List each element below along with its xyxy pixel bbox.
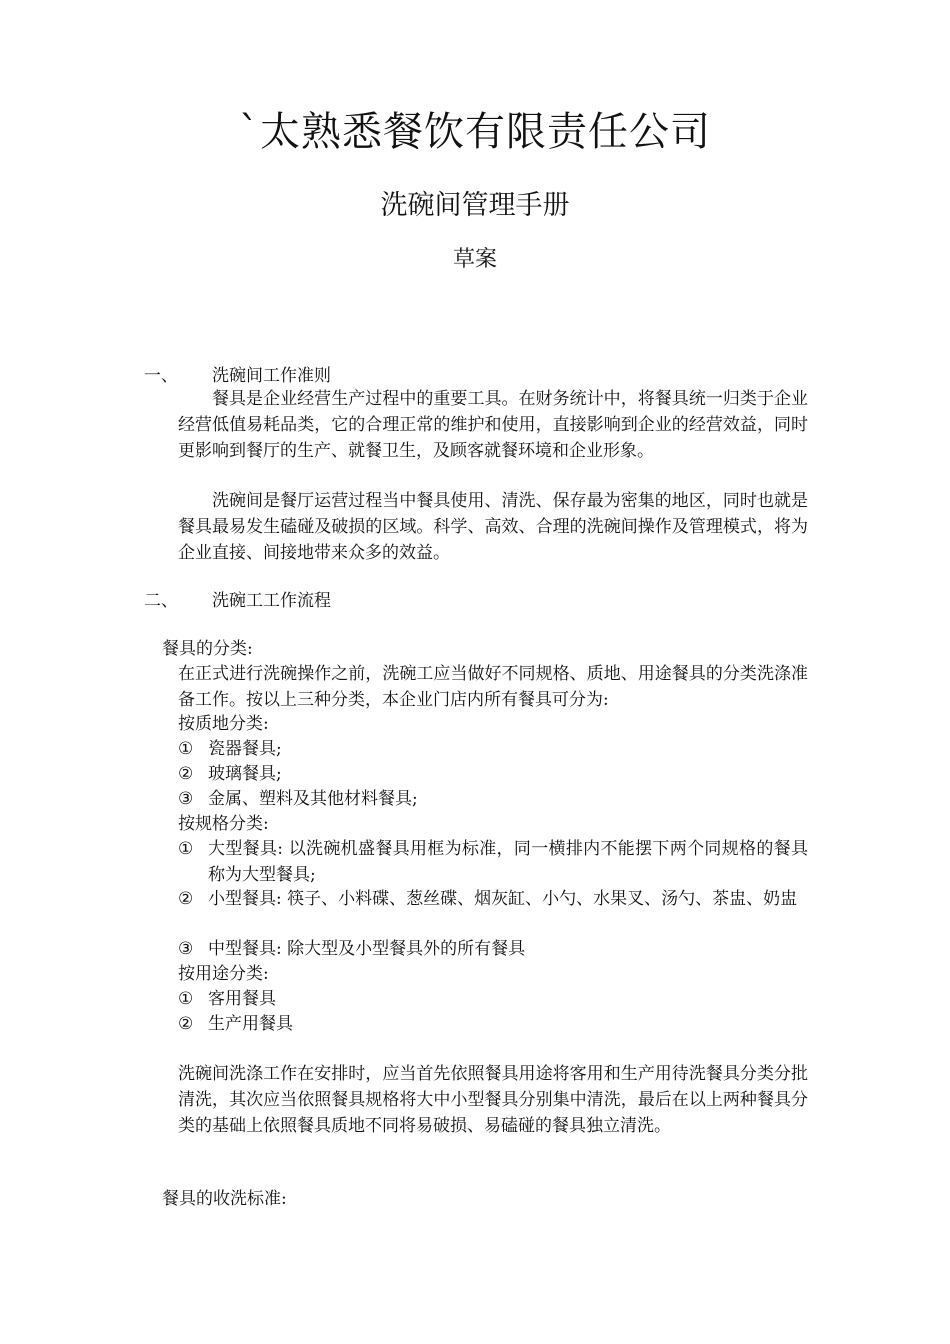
section-1-paragraph-2: 洗碗间是餐厅运营过程当中餐具使用、清洗、保存最为密集的地区，同时也就是餐具最易发生磕碰及破损的区域。科学、高效、合理的洗碗间操作及管理模式，将为企业直接、间接地带来众多的效益。 (178, 491, 808, 563)
classification-intro: 在正式进行洗碗操作之前，洗碗工应当做好不同规格、质地、用途餐具的分类洗涤准备工作。按以上三种分类，本企业门店内所有餐具可分为: (178, 664, 808, 710)
list-item (178, 986, 808, 1012)
list-marker: ① (178, 839, 194, 859)
manual-subtitle: 洗碗间管理手册 (380, 190, 570, 221)
list-item-text: 金属、塑料及其他材料餐具; (208, 789, 418, 809)
section-2-title: 洗碗工工作流程 (212, 591, 331, 611)
section-2-number: 二、 (144, 591, 178, 611)
list-item (178, 1011, 808, 1037)
list-item (178, 886, 808, 912)
subheading-collection-standard: 餐具的收洗标准: (162, 1189, 287, 1209)
section-1-number: 一、 (144, 366, 178, 386)
list-marker: ① (178, 739, 194, 759)
list-marker: ② (178, 764, 194, 784)
draft-label: 草案 (452, 247, 497, 272)
label-by-use: 按用途分类: (178, 964, 269, 984)
list-marker: ② (178, 1014, 194, 1034)
list-item-text: 客用餐具 (208, 989, 276, 1009)
list-item (178, 836, 808, 888)
list-item-text: 大型餐具: 以洗碗机盛餐具用框为标准，同一横排内不能摆下两个同规格的餐具称为大型餐具; (208, 839, 808, 885)
list-item-text: 玻璃餐具; (208, 764, 282, 784)
list-item-text: 小型餐具: 筷子、小料碟、葱丝碟、烟灰缸、小勺、水果叉、汤勺、茶盅、奶盅 (208, 889, 798, 909)
list-item (178, 736, 808, 762)
list-item-text: 瓷器餐具; (208, 739, 282, 759)
subheading-tableware-classification: 餐具的分类: (162, 639, 253, 659)
section-1-paragraph-1: 餐具是企业经营生产过程中的重要工具。在财务统计中，将餐具统一归类于企业经营低值易耗品类，它的合理正常的维护和使用，直接影响到企业的经营效益，同时更影响到餐厅的生产、就餐卫生，及顾客就餐环境和企业形象。 (178, 389, 808, 461)
washing-arrangement-paragraph: 洗碗间洗涤工作在安排时，应当首先依照餐具用途将客用和生产用待洗餐具分类分批清洗，其次应当依照餐具规格将大中小型餐具分别集中清洗，最后在以上两种餐具分类的基础上依照餐具质地不同将易破损、易磕碰的餐具独立清洗。 (178, 1064, 808, 1136)
company-title: `太熟悉餐饮有限责任公司 (239, 109, 711, 155)
section-2-heading (144, 588, 331, 614)
list-marker: ③ (178, 789, 194, 809)
list-item (178, 936, 808, 962)
list-item (178, 786, 808, 812)
list-item-text: 中型餐具: 除大型及小型餐具外的所有餐具 (208, 939, 526, 959)
list-marker: ② (178, 889, 194, 909)
list-item-text: 生产用餐具 (208, 1014, 293, 1034)
section-1-title: 洗碗间工作准则 (212, 366, 331, 386)
list-marker: ③ (178, 939, 194, 959)
list-item (178, 761, 808, 787)
label-by-material: 按质地分类: (178, 714, 269, 734)
list-marker: ① (178, 989, 194, 1009)
label-by-size: 按规格分类: (178, 814, 269, 834)
